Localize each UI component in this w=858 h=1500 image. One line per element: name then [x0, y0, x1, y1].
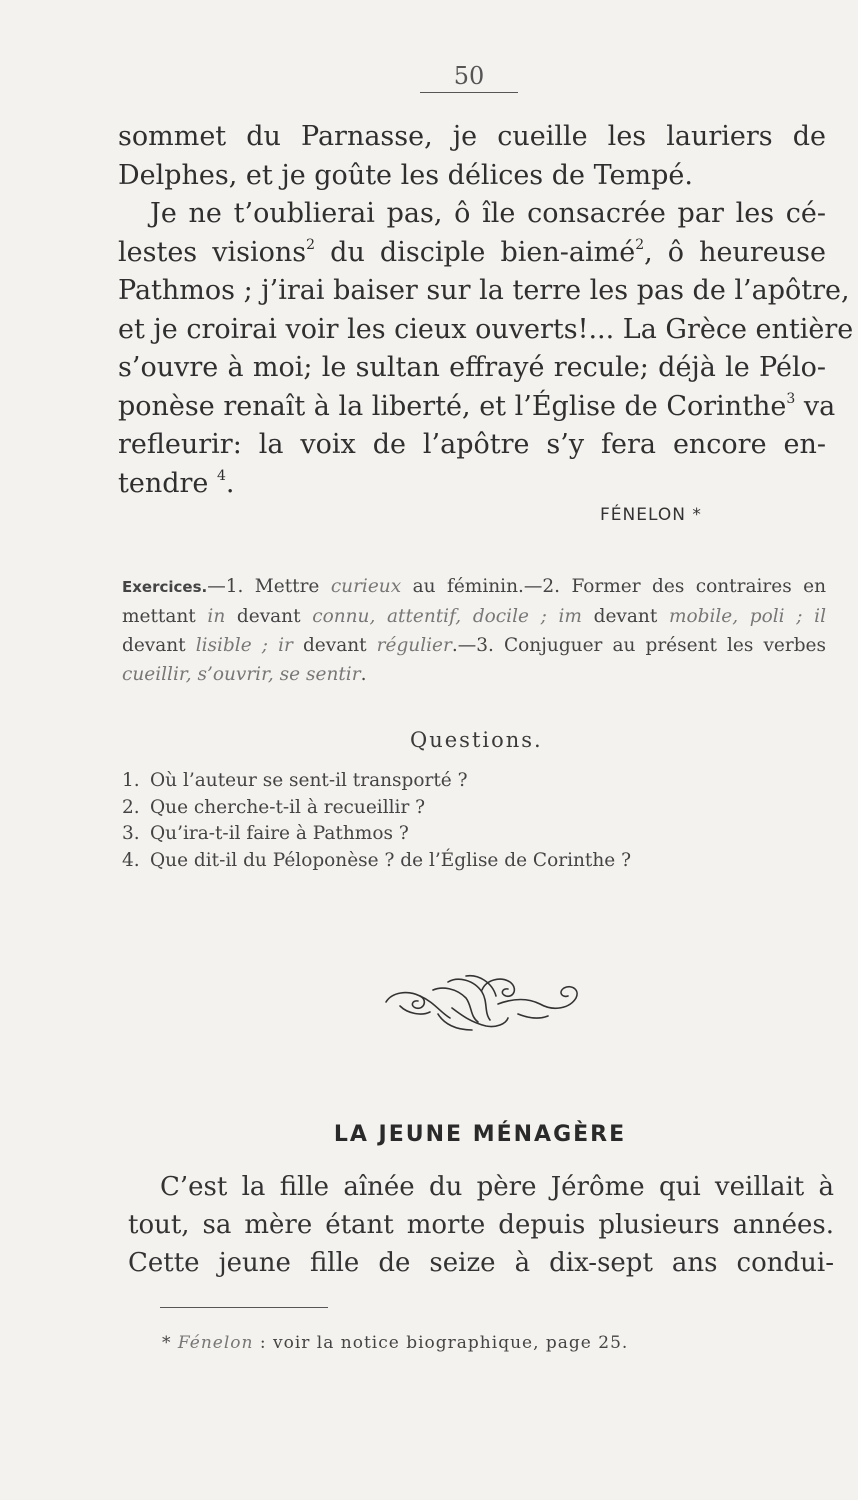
- italic-term: mobile, poli ;: [668, 606, 803, 627]
- italic-term: lisible ;: [195, 635, 268, 656]
- text-line: sommet du Parnasse, je cueille les lauriers de: [118, 121, 826, 152]
- question-number: 4.: [122, 849, 140, 871]
- text-span: au féminin.—2. Former des contraires en mettant: [122, 576, 826, 627]
- text-span: —1. Mettre: [207, 576, 331, 597]
- section-title: LA JEUNE MÉNAGÈRE: [333, 1122, 627, 1147]
- question-number: 2.: [122, 796, 140, 818]
- italic-term: connu, attentif, docile ;: [312, 606, 547, 627]
- italic-term: il: [814, 606, 827, 627]
- questions-heading: Questions.: [410, 728, 543, 752]
- italic-term: im: [558, 606, 582, 627]
- text-line: Delphes, et je goûte les délices de Tempé.: [118, 159, 693, 191]
- exercises-block: [122, 572, 826, 689]
- text-span: devant: [292, 635, 377, 656]
- footnote-divider: [160, 1307, 328, 1308]
- question-item: [122, 848, 822, 875]
- question-text: Qu’ira-t-il faire à Pathmos ?: [150, 823, 409, 844]
- text-line: Pathmos ; j’irai baiser sur la terre les pas de l’apôtre,: [118, 275, 850, 306]
- italic-term: curieux: [330, 576, 402, 597]
- exercises-label: Exercices.: [122, 578, 208, 596]
- footnote-ref: 2: [635, 236, 645, 253]
- question-item: [122, 795, 822, 822]
- text-line: Cette jeune fille de seize à dix-sept ans condui-: [128, 1248, 834, 1278]
- floral-ornament-icon: [378, 968, 583, 1038]
- text-span: .: [225, 467, 235, 499]
- italic-term: in: [207, 606, 226, 627]
- text-span: [803, 606, 815, 627]
- question-text: Que cherche-t-il à recueillir ?: [150, 796, 426, 818]
- text-line: [118, 234, 826, 273]
- text-span: ponèse renaît à la liberté, et l’Église de Corinthe: [118, 390, 787, 422]
- text-span: tendre: [118, 467, 217, 499]
- text-span: .—3. Conjuguer au présent les verbes: [451, 635, 826, 656]
- text-line: tout, sa mère étant morte depuis plusieurs années.: [128, 1210, 834, 1240]
- text-span: , ô heureuse: [644, 236, 827, 268]
- paragraph-2: [118, 195, 854, 503]
- text-span: .: [360, 664, 367, 685]
- italic-term: régulier: [376, 635, 452, 656]
- footnote-ref: 4: [216, 467, 226, 484]
- text-line: s’ouvre à moi; le sultan effrayé recule; déjà le Pélo-: [118, 352, 826, 383]
- text-line: refleurir: la voix de l’apôtre s’y fera encore en-: [118, 429, 826, 460]
- author-signature: FÉNELON *: [600, 505, 702, 525]
- text-span: devant: [581, 606, 669, 627]
- page-number: 50: [420, 62, 518, 93]
- text-line: Je ne t’oublierai pas, ô île consacrée par les cé-: [150, 198, 826, 229]
- question-number: 1.: [122, 770, 140, 791]
- italic-term: cueillir, s’ouvrir, se sentir: [122, 664, 361, 685]
- question-item: [122, 768, 822, 795]
- text-span: lestes visions: [118, 236, 307, 268]
- footnote: [162, 1333, 802, 1353]
- text-span: [547, 606, 559, 627]
- question-item: [122, 821, 822, 848]
- text-span: du disciple bien-aimé: [315, 236, 636, 268]
- text-line: C’est la fille aînée du père Jérôme qui veillait à: [160, 1172, 834, 1202]
- footnote-ref: 2: [306, 236, 316, 253]
- footnote-marker: *: [162, 1333, 178, 1353]
- footnote-name: Fénelon: [177, 1333, 254, 1353]
- text-span: devant: [122, 635, 196, 656]
- footnote-ref: 3: [786, 390, 796, 407]
- text-line: [118, 465, 826, 504]
- text-span: va: [795, 390, 836, 422]
- text-span: devant: [225, 606, 313, 627]
- question-text: Que dit-il du Péloponèse ? de l’Église de Corinthe ?: [150, 849, 631, 871]
- question-number: 3.: [122, 823, 140, 844]
- footnote-text: : voir la notice biographique, page 25.: [253, 1333, 629, 1353]
- text-span: [268, 635, 278, 656]
- text-line: et je croirai voir les cieux ouverts!... La Grèce entière: [118, 313, 854, 345]
- question-text: Où l’auteur se sent-il transporté ?: [150, 770, 468, 791]
- paragraph-1: [118, 118, 826, 195]
- paragraph-3: [128, 1168, 834, 1282]
- questions-list: [122, 768, 822, 874]
- text-line: [118, 388, 836, 427]
- italic-term: ir: [278, 635, 293, 656]
